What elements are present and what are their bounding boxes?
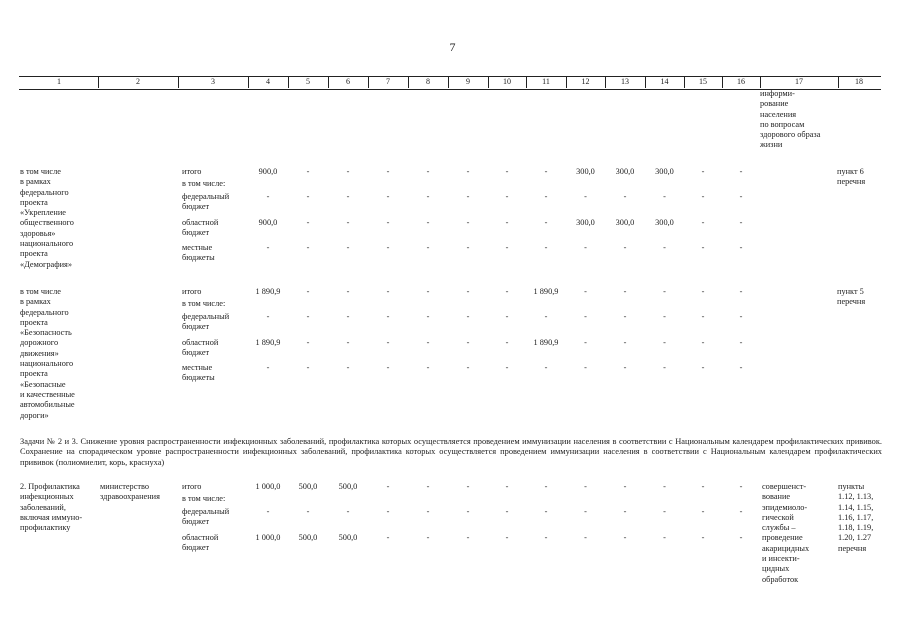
value-cell: - [306, 243, 310, 252]
value-cell: - [505, 312, 509, 321]
value-cell: - [386, 192, 390, 201]
header-col-9: 9 [466, 77, 470, 86]
header-divider [605, 76, 606, 88]
value-cell: - [306, 218, 310, 227]
header-divider [488, 76, 489, 88]
value-cell: - [739, 192, 743, 201]
budget-label: итого [182, 287, 202, 296]
value-cell: - [505, 363, 509, 372]
value-cell: - [623, 507, 627, 516]
value-cell: - [701, 507, 705, 516]
header-divider [408, 76, 409, 88]
value-cell: 500,0 [298, 533, 318, 542]
value-cell: - [544, 533, 548, 542]
header-col-8: 8 [426, 77, 430, 86]
value-cell: - [739, 363, 743, 372]
header-divider [645, 76, 646, 88]
header-divider [328, 76, 329, 88]
value-cell: - [701, 338, 705, 347]
value-cell: 1 890,9 [533, 287, 559, 296]
value-cell: - [701, 363, 705, 372]
value-cell: - [426, 533, 430, 542]
value-cell: - [544, 243, 548, 252]
value-cell: - [346, 363, 350, 372]
value-cell: - [306, 338, 310, 347]
value-cell: - [386, 218, 390, 227]
budget-label: федеральный бюджет [182, 312, 230, 332]
value-cell: - [466, 192, 470, 201]
value-cell: - [386, 482, 390, 491]
value-cell: - [623, 482, 627, 491]
value-cell: - [466, 338, 470, 347]
value-cell: - [346, 218, 350, 227]
value-cell: - [306, 363, 310, 372]
header-col-18: 18 [855, 77, 863, 86]
value-cell: 300,0 [655, 218, 674, 227]
value-cell: - [505, 338, 509, 347]
value-cell: - [466, 167, 470, 176]
value-cell: - [584, 192, 587, 201]
header-col-7: 7 [386, 77, 390, 86]
value-cell: - [544, 482, 548, 491]
value-cell: - [386, 363, 390, 372]
value-cell: - [505, 218, 509, 227]
value-cell: - [266, 192, 270, 201]
header-col-15: 15 [699, 77, 707, 86]
value-cell: - [663, 507, 666, 516]
value-cell: - [584, 507, 587, 516]
value-cell: - [544, 363, 548, 372]
value-cell: - [584, 482, 587, 491]
value-cell: - [663, 192, 666, 201]
value-cell: - [584, 243, 587, 252]
value-cell: - [386, 312, 390, 321]
header-col-12: 12 [581, 77, 590, 86]
header-divider [288, 76, 289, 88]
budget-label: в том числе: [182, 494, 226, 503]
budget-label: местные бюджеты [182, 243, 215, 263]
header-divider [722, 76, 723, 88]
value-cell: 500,0 [338, 482, 358, 491]
value-cell: - [663, 312, 666, 321]
header-divider [178, 76, 179, 88]
value-cell: - [739, 243, 743, 252]
value-cell: - [426, 287, 430, 296]
value-cell: - [739, 533, 743, 542]
value-cell: - [663, 482, 666, 491]
value-cell: - [701, 287, 705, 296]
header-divider [448, 76, 449, 88]
value-cell: - [266, 312, 270, 321]
value-cell: - [386, 338, 390, 347]
value-cell: - [701, 243, 705, 252]
value-cell: - [466, 507, 470, 516]
header-divider [368, 76, 369, 88]
budget-label: местные бюджеты [182, 363, 215, 383]
value-cell: - [623, 363, 627, 372]
value-cell: - [266, 363, 270, 372]
value-cell: - [386, 167, 390, 176]
block1-reference: пункт 6 перечня [837, 167, 866, 187]
value-cell: - [544, 192, 548, 201]
value-cell: 1 890,9 [533, 338, 559, 347]
block1-description: в том числе в рамках федерального проекта «Укрепление общественного здоровья» национального проекта «Демография» [20, 167, 74, 269]
header-col-17: 17 [795, 77, 803, 86]
value-cell: - [739, 482, 743, 491]
value-cell: - [346, 507, 350, 516]
value-cell: - [426, 363, 430, 372]
value-cell: - [544, 312, 548, 321]
budget-label: федеральный бюджет [182, 507, 230, 527]
header-divider [684, 76, 685, 88]
value-cell: - [505, 533, 509, 542]
value-cell: - [346, 243, 350, 252]
value-cell: - [701, 218, 705, 227]
value-cell: - [584, 312, 587, 321]
value-cell: - [701, 533, 705, 542]
value-cell: 900,0 [258, 167, 278, 176]
value-cell: 300,0 [655, 167, 674, 176]
block2-reference: пункт 5 перечня [837, 287, 866, 307]
value-cell: - [306, 167, 310, 176]
value-cell: - [346, 312, 350, 321]
budget-label: областной бюджет [182, 338, 219, 358]
value-cell: - [266, 507, 270, 516]
value-cell: - [426, 167, 430, 176]
header-col-3: 3 [211, 77, 215, 86]
value-cell: - [663, 363, 666, 372]
value-cell: - [386, 287, 390, 296]
value-cell: 900,0 [258, 218, 278, 227]
value-cell: - [466, 287, 470, 296]
value-cell: - [623, 533, 627, 542]
value-cell: 1 890,9 [255, 287, 281, 296]
header-divider [760, 76, 761, 88]
value-cell: - [623, 243, 627, 252]
value-cell: - [505, 243, 509, 252]
value-cell: - [739, 287, 743, 296]
value-cell: - [386, 243, 390, 252]
header-col-13: 13 [621, 77, 629, 86]
header-col-6: 6 [346, 77, 350, 86]
header-col-4: 4 [266, 77, 270, 86]
value-cell: - [505, 507, 509, 516]
value-cell: - [701, 312, 705, 321]
col17-top-text: информи- рование населения по вопросам здорового образа жизни [760, 89, 821, 150]
value-cell: 1 000,0 [255, 482, 281, 491]
value-cell: - [466, 533, 470, 542]
value-cell: - [426, 507, 430, 516]
value-cell: - [623, 312, 627, 321]
value-cell: - [306, 192, 310, 201]
value-cell: - [739, 218, 743, 227]
budget-label: итого [182, 482, 202, 491]
budget-label: областной бюджет [182, 533, 219, 553]
header-col-1: 1 [57, 77, 61, 86]
header-col-10: 10 [503, 77, 511, 86]
header-divider [248, 76, 249, 88]
header-col-11: 11 [542, 77, 550, 86]
value-cell: - [739, 338, 743, 347]
value-cell: - [266, 243, 270, 252]
value-cell: - [663, 287, 666, 296]
value-cell: - [346, 167, 350, 176]
value-cell: 300,0 [615, 218, 635, 227]
header-divider [838, 76, 839, 88]
value-cell: 500,0 [338, 533, 358, 542]
header-col-14: 14 [660, 77, 669, 86]
value-cell: 1 000,0 [255, 533, 281, 542]
value-cell: - [426, 312, 430, 321]
block2-description: в том числе в рамках федерального проекта «Безопасность дорожного движения» национального проекта «Безопасные и качественные автомобильные дороги» [20, 287, 75, 420]
value-cell: - [505, 482, 509, 491]
budget-label: в том числе: [182, 179, 226, 188]
value-cell: - [306, 312, 310, 321]
value-cell: 1 890,9 [255, 338, 281, 347]
budget-label: в том числе: [182, 299, 226, 308]
value-cell: - [544, 507, 548, 516]
value-cell: - [739, 507, 743, 516]
value-cell: - [386, 507, 390, 516]
value-cell: 300,0 [615, 167, 635, 176]
block3-description: 2. Профилактика инфекционных заболеваний, включая иммуно- профилактику [20, 482, 83, 533]
value-cell: - [466, 218, 470, 227]
budget-label: федеральный бюджет [182, 192, 230, 212]
value-cell: - [306, 507, 310, 516]
value-cell: - [739, 167, 743, 176]
value-cell: - [426, 192, 430, 201]
value-cell: - [346, 192, 350, 201]
value-cell: - [701, 482, 705, 491]
value-cell: 500,0 [298, 482, 318, 491]
header-col-16: 16 [737, 77, 745, 86]
header-divider [526, 76, 527, 88]
budget-label: областной бюджет [182, 218, 219, 238]
value-cell: - [386, 533, 390, 542]
budget-label: итого [182, 167, 202, 176]
value-cell: - [426, 338, 430, 347]
page-number: 7 [449, 40, 456, 54]
value-cell: - [663, 533, 666, 542]
value-cell: - [701, 167, 705, 176]
value-cell: - [663, 338, 666, 347]
value-cell: - [623, 287, 627, 296]
value-cell: - [739, 312, 743, 321]
value-cell: - [466, 482, 470, 491]
value-cell: - [623, 338, 627, 347]
value-cell: - [584, 363, 587, 372]
task-paragraph: Задачи № 2 и 3. Снижение уровня распространенности инфекционных заболеваний, профилактика которых осуществляется проведением иммунизации населения в соответствии с Национальным календарем профилактических прививок. Сохранение на спорадическом уровне распространенности инфекционных заболеваний, профилактика которых осуществляется проведением иммунизации населения в соответствии с Национальным календарем профилактических прививок (полиомиелит, корь, краснуха) [20, 437, 882, 467]
value-cell: - [426, 243, 430, 252]
value-cell: - [466, 243, 470, 252]
value-cell: - [584, 533, 587, 542]
value-cell: - [505, 192, 509, 201]
header-divider [98, 76, 99, 88]
header-col-5: 5 [306, 77, 310, 86]
value-cell: - [544, 218, 548, 227]
value-cell: - [505, 167, 509, 176]
value-cell: - [346, 287, 350, 296]
header-divider [566, 76, 567, 88]
value-cell: 300,0 [576, 167, 595, 176]
value-cell: - [346, 338, 350, 347]
value-cell: - [466, 312, 470, 321]
value-cell: - [584, 287, 587, 296]
value-cell: - [623, 192, 627, 201]
block3-executor: министерство здравоохранения [100, 482, 160, 502]
value-cell: - [544, 167, 548, 176]
block3-col17: совершенст- вование эпидемиоло- гической службы – проведение акарицидных и инсекти- цидных обработок [762, 482, 810, 584]
block3-reference: пункты 1.12, 1.13, 1.14, 1.15, 1.16, 1.17, 1.18, 1.19, 1.20, 1.27 перечня [838, 482, 874, 553]
value-cell: - [306, 287, 310, 296]
value-cell: - [663, 243, 666, 252]
value-cell: - [701, 192, 705, 201]
value-cell: 300,0 [576, 218, 595, 227]
value-cell: - [426, 482, 430, 491]
header-col-2: 2 [136, 77, 140, 86]
value-cell: - [466, 363, 470, 372]
value-cell: - [584, 338, 587, 347]
value-cell: - [505, 287, 509, 296]
value-cell: - [426, 218, 430, 227]
